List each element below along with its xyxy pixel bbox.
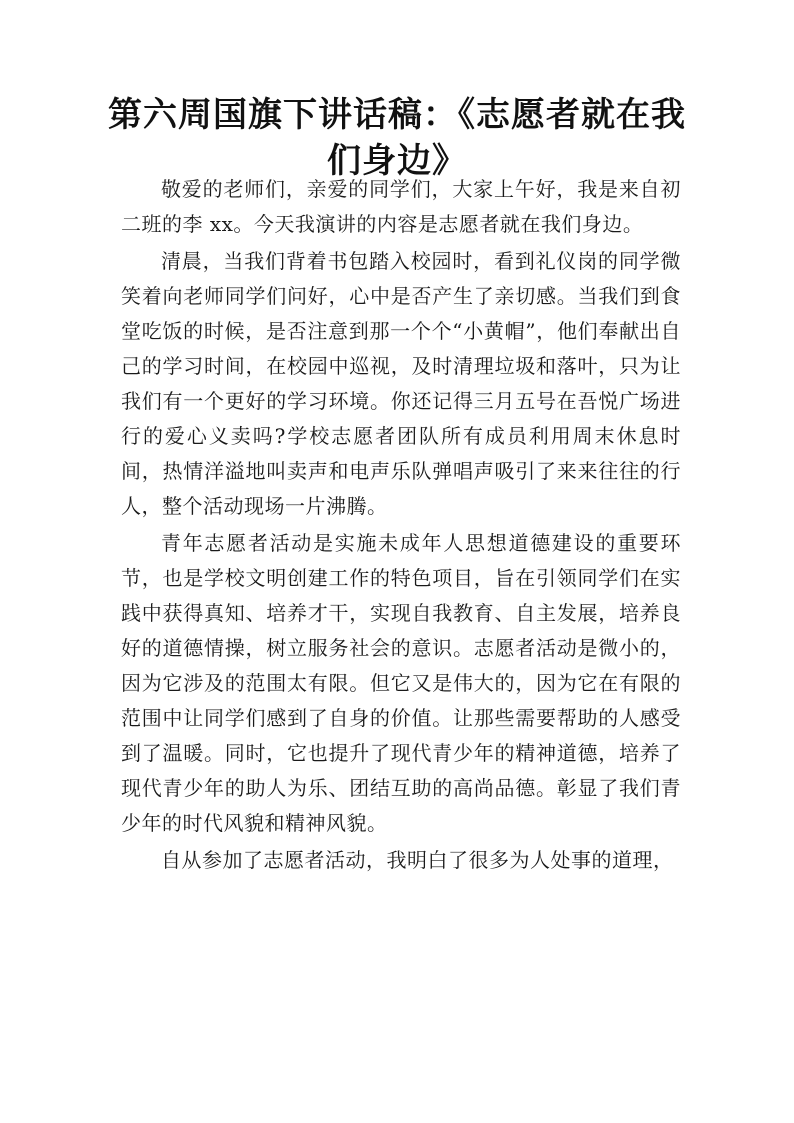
document-body	[121, 172, 681, 878]
document-title: 第六周国旗下讲话稿：《志愿者就在我们身边》	[108, 95, 686, 181]
paragraph-morning-scene: 清晨，当我们背着书包踏入校园时，看到礼仪岗的同学微笑着向老师同学们问好，心中是否产生了亲切感。当我们到食堂吃饭的时候，是否注意到那一个个“小黄帽”，他们奉献出自己的学习时间，在校园中巡视，及时清理垃圾和落叶，只为让我们有一个更好的学习环境。你还记得三月五号在吾悦广场进行的爱心义卖吗?学校志愿者团队所有成员利用周末休息时间，热情洋溢地叫卖声和电声乐队弹唱声吸引了来来往往的行人，整个活动现场一片沸腾。	[121, 249, 681, 518]
paragraph-personal-reflection: 自从参加了志愿者活动，我明白了很多为人处事的道理，	[161, 848, 674, 872]
paragraph-greeting: 敬爱的老师们，亲爱的同学们，大家上午好，我是来自初二班的李 xx。今天我演讲的内容是志愿者就在我们身边。	[121, 177, 681, 236]
paragraph-volunteer-significance: 青年志愿者活动是实施未成年人思想道德建设的重要环节，也是学校文明创建工作的特色项目，旨在引领同学们在实践中获得真知、培养才干，实现自我教育、自主发展，培养良好的道德情操，树立服务社会的意识。志愿者活动是微小的，因为它涉及的范围太有限。但它又是伟大的，因为它在有限的范围中让同学们感到了自身的价值。让那些需要帮助的人感受到了温暖。同时，它也提升了现代青少年的精神道德，培养了现代青少年的助人为乐、团结互助的高尚品德。彰显了我们青少年的时代风貌和精神风貌。	[121, 531, 681, 835]
